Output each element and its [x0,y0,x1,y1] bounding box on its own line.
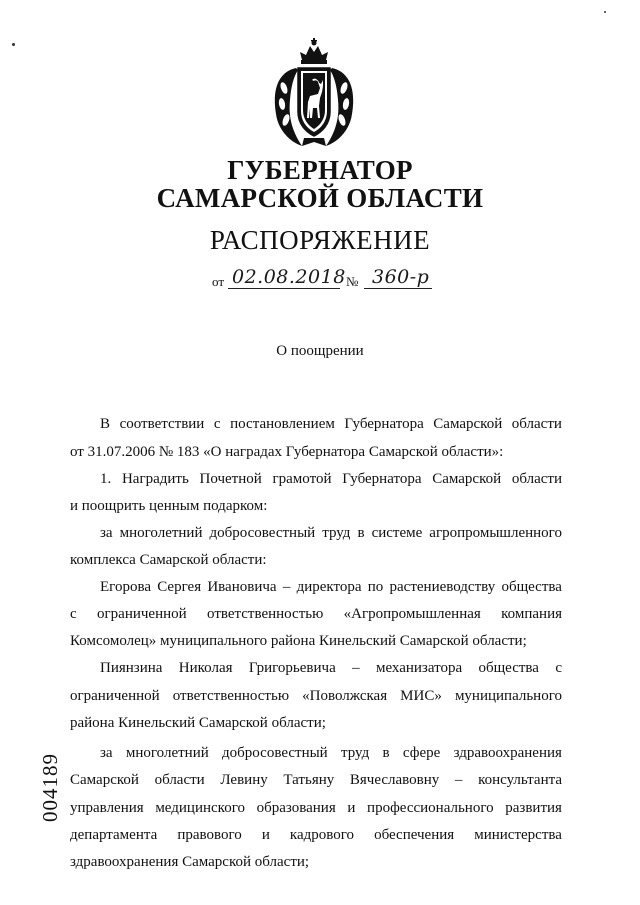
body-word: с [555,660,562,676]
title-governor: ГУБЕРНАТОР [227,155,413,185]
body-word: профессионального [367,800,494,816]
body-word: директора [296,579,362,595]
date-prefix: от [212,274,225,289]
body-line [70,605,562,623]
body-word: Егорова [100,579,151,595]
body-word: ограниченной [97,606,187,622]
body-line [70,826,562,844]
scan-speck [604,11,606,13]
body-word: в [382,745,390,761]
body-word: муниципального [454,688,562,704]
body-word: Левину [220,772,268,788]
body-line [70,415,562,433]
body-word: системе [371,525,423,541]
body-line [70,771,562,789]
body-word: Наградить [121,471,189,487]
body-line [70,524,562,542]
body-word: добросовестный [209,525,316,541]
body-word: в [357,525,365,541]
body-word: департамента [70,827,158,843]
body-word: МИС» [400,688,442,704]
body-word: труд [322,525,351,541]
scan-speck [12,43,15,46]
body-word: области [511,471,562,487]
body-word: компания [501,606,562,622]
body-word: Губернатора [344,416,424,432]
body-word: медицинского [155,800,245,816]
body-word: управления [70,800,144,816]
body-word: Николая [178,660,233,676]
body-word: и [347,800,356,816]
body-word: за [100,745,113,761]
number-value: 360-р [372,266,430,288]
date-number-line [212,266,442,290]
body-word: за [100,525,113,541]
body-word: Губернатора [342,471,422,487]
body-word: консультанта [478,772,562,788]
body-line: Комсомолец» муниципального района Кинельский Самарской области; [70,633,527,649]
number-underline [364,288,432,289]
body-word: труд [341,745,370,761]
body-word: здравоохранения [453,745,562,761]
body-word: Самарской [433,416,503,432]
body-word: постановлением [230,416,335,432]
body-word: агропромышленного [429,525,562,541]
body-line [70,659,562,677]
body-line [70,470,562,488]
body-line: комплекса Самарской области: [70,552,267,568]
body-word: развития [505,800,562,816]
body-word: В [100,416,111,432]
body-word: правового [177,827,242,843]
body-line [70,744,562,762]
body-word: многолетний [125,745,209,761]
title-region: САМАРСКОЙ ОБЛАСТИ [156,183,484,213]
body-word: многолетний [119,525,203,541]
body-word: Григорьевича [248,660,336,676]
document-type: РАСПОРЯЖЕНИЕ [209,225,431,255]
body-word: «Поволжская [302,688,388,704]
coat-of-arms-icon [268,38,360,150]
body-word: по [367,579,384,595]
date-value: 02.08.2018 [232,266,346,288]
body-word: грамотой [272,471,332,487]
body-word: «Агропромышленная [343,606,481,622]
body-word: образования [256,800,336,816]
body-word: Сергея [157,579,202,595]
body-word: ответственностью [172,688,290,704]
body-line: здравоохранения Самарской области; [70,854,310,870]
body-word: 1. [100,471,112,487]
body-word: соответствии [119,416,205,432]
body-word: – [282,579,291,595]
body-word: кадрового [289,827,355,843]
body-line [70,578,562,596]
body-word: Пиянзина [100,660,163,676]
body-word: общества [478,660,539,676]
body-word: растениеводству [389,579,496,595]
body-word: с [70,606,77,622]
document-subject: О поощрении [276,343,364,359]
body-word: Самарской [432,471,502,487]
body-word: Вячеславовну [349,772,440,788]
body-word: Самарской [70,772,139,788]
number-prefix: № [346,274,359,289]
body-word: ответственностью [207,606,324,622]
body-word: – [454,772,463,788]
body-line: района Кинельский Самарской области; [70,715,326,731]
date-underline [228,288,340,289]
body-word: Ивановича [207,579,277,595]
body-line [70,687,562,705]
body-word: области [511,416,562,432]
body-word: ограниченной [70,688,160,704]
body-word: министерства [474,827,562,843]
body-word: обеспечения [374,827,455,843]
body-line: от 31.07.2006 № 183 «О наградах Губернатора Самарской области»: [70,444,504,460]
body-word: с [213,416,221,432]
body-word: общества [501,579,562,595]
body-word: механизатора [375,660,463,676]
body-word: Татьяну [283,772,335,788]
body-word: и [261,827,270,843]
body-word: – [352,660,360,676]
body-line: и поощрить ценным подарком: [70,498,268,514]
registration-number: 004189 [38,753,62,822]
body-word: сфере [402,745,441,761]
body-line [70,799,562,817]
body-word: добросовестный [222,745,328,761]
body-word: области [154,772,205,788]
body-word: Почетной [199,471,262,487]
